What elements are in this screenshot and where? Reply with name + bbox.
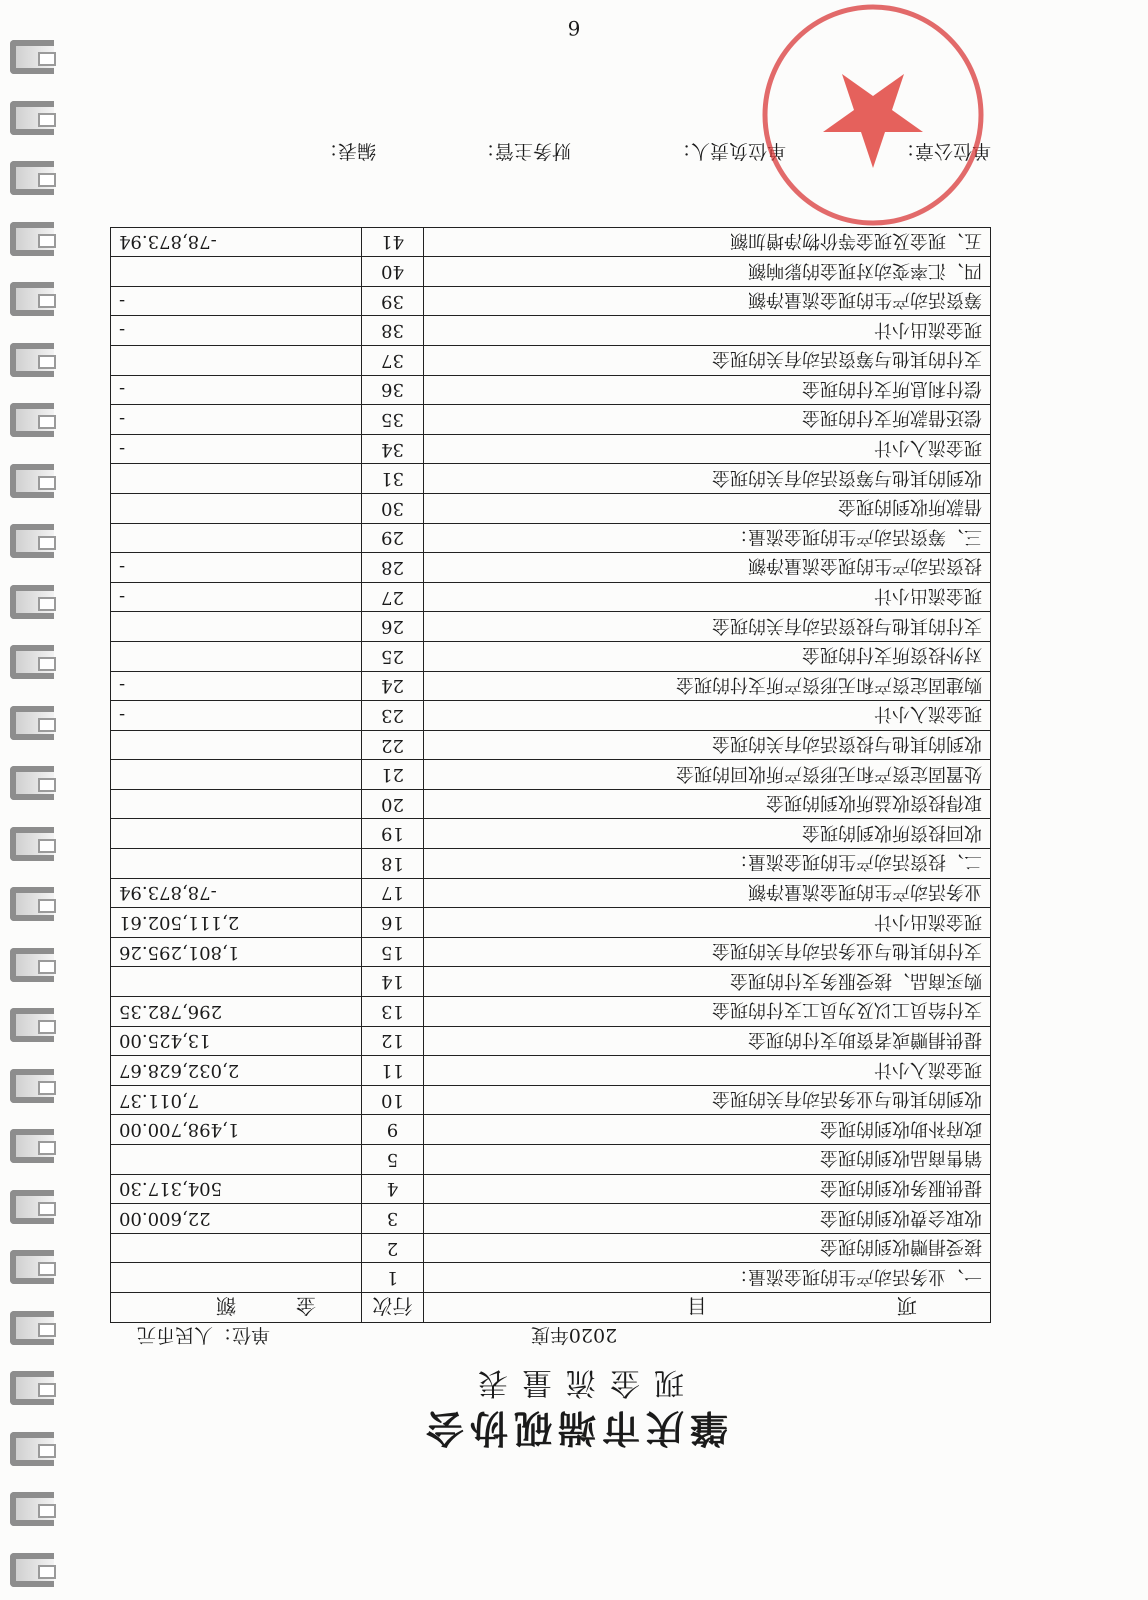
row-amount-cell	[111, 523, 362, 553]
row-line-number-cell: 10	[362, 1085, 424, 1115]
row-amount-cell	[111, 789, 362, 819]
row-line-number-cell: 23	[362, 701, 424, 731]
organization-title: 肇庆市端砚协会	[420, 1406, 729, 1451]
table-row	[111, 464, 991, 494]
row-line-number-cell: 14	[362, 967, 424, 997]
row-item-cell: 五、现金及现金等价物净增加额	[424, 227, 991, 257]
row-item-cell: 提供服务收到的现金	[424, 1174, 991, 1204]
table-row	[111, 908, 991, 938]
table-row	[111, 1085, 991, 1115]
row-amount-cell: -	[111, 286, 362, 316]
preparer-label: 编表：	[318, 140, 376, 162]
row-amount-cell: 2,111,502.61	[111, 908, 362, 938]
row-item-cell: 购买商品、接受服务支付的现金	[424, 967, 991, 997]
row-item-cell: 接受捐赠收到的现金	[424, 1233, 991, 1263]
table-row	[111, 760, 991, 790]
row-item-cell: 支付的其他与业务活动有关的现金	[424, 937, 991, 967]
table-row	[111, 227, 991, 257]
row-item-cell: 收取会费收到的现金	[424, 1204, 991, 1234]
table-row	[111, 967, 991, 997]
row-item-cell: 现金流出小计	[424, 908, 991, 938]
row-line-number-cell: 12	[362, 1026, 424, 1056]
table-row	[111, 789, 991, 819]
row-amount-cell: -78,873.94	[111, 878, 362, 908]
row-item-cell: 筹资活动产生的现金流量净额	[424, 286, 991, 316]
row-item-cell: 处置固定资产和无形资产所收回的现金	[424, 760, 991, 790]
table-row	[111, 1026, 991, 1056]
row-amount-cell: -	[111, 671, 362, 701]
row-amount-cell	[111, 612, 362, 642]
table-row	[111, 937, 991, 967]
row-line-number-cell: 11	[362, 1056, 424, 1086]
row-line-number-cell: 4	[362, 1174, 424, 1204]
row-line-number-cell: 34	[362, 434, 424, 464]
row-amount-cell: 2,032,628.67	[111, 1056, 362, 1086]
table-row	[111, 730, 991, 760]
table-row	[111, 286, 991, 316]
column-header-amount: 金额	[111, 1293, 362, 1323]
page-number: 6	[567, 16, 581, 40]
row-item-cell: 提供捐赠或者资助支付的现金	[424, 1026, 991, 1056]
row-line-number-cell: 19	[362, 819, 424, 849]
table-row	[111, 405, 991, 435]
table-row	[111, 701, 991, 731]
unit-head-label: 单位负责人：	[671, 140, 786, 162]
row-amount-cell: 7,011.37	[111, 1085, 362, 1115]
table-row	[111, 316, 991, 346]
row-amount-cell: 1,801,295.26	[111, 937, 362, 967]
row-line-number-cell: 29	[362, 523, 424, 553]
table-row	[111, 582, 991, 612]
row-line-number-cell: 31	[362, 464, 424, 494]
row-line-number-cell: 35	[362, 405, 424, 435]
table-row	[111, 553, 991, 583]
column-header-item: 项目	[424, 1293, 991, 1323]
row-line-number-cell: 25	[362, 641, 424, 671]
row-item-cell: 二、投资活动产生的现金流量：	[424, 849, 991, 879]
row-amount-cell: 504,317.30	[111, 1174, 362, 1204]
row-line-number-cell: 5	[362, 1145, 424, 1175]
row-line-number-cell: 41	[362, 227, 424, 257]
row-item-cell: 偿付利息所支付的现金	[424, 375, 991, 405]
row-item-cell: 业务活动产生的现金流量净额	[424, 878, 991, 908]
row-item-cell: 收回投资所收到的现金	[424, 819, 991, 849]
row-item-cell: 销售商品收到的现金	[424, 1145, 991, 1175]
table-row	[111, 641, 991, 671]
row-amount-cell: -	[111, 701, 362, 731]
table-row	[111, 375, 991, 405]
row-item-cell: 现金流出小计	[424, 582, 991, 612]
row-item-cell: 收到的其他与筹资活动有关的现金	[424, 464, 991, 494]
row-line-number-cell: 37	[362, 346, 424, 376]
row-item-cell: 现金流入小计	[424, 1056, 991, 1086]
table-row	[111, 1263, 991, 1293]
cash-flow-table	[110, 227, 991, 1323]
row-item-cell: 收到的其他与投资活动有关的现金	[424, 730, 991, 760]
row-amount-cell	[111, 1263, 362, 1293]
row-amount-cell: -	[111, 375, 362, 405]
row-line-number-cell: 26	[362, 612, 424, 642]
unit-seal-label: 单位公章：	[895, 140, 991, 162]
row-amount-cell	[111, 1233, 362, 1263]
row-line-number-cell: 18	[362, 849, 424, 879]
row-amount-cell	[111, 641, 362, 671]
row-amount-cell: -	[111, 405, 362, 435]
table-row	[111, 878, 991, 908]
row-item-cell: 现金流入小计	[424, 701, 991, 731]
finance-head-label: 财务主管：	[475, 140, 571, 162]
row-line-number-cell: 21	[362, 760, 424, 790]
row-line-number-cell: 24	[362, 671, 424, 701]
table-row	[111, 1174, 991, 1204]
row-line-number-cell: 36	[362, 375, 424, 405]
row-amount-cell: -	[111, 582, 362, 612]
table-header-row	[111, 1293, 991, 1323]
row-line-number-cell: 30	[362, 493, 424, 523]
row-amount-cell	[111, 819, 362, 849]
row-item-cell: 购建固定资产和无形资产所支付的现金	[424, 671, 991, 701]
row-line-number-cell: 1	[362, 1263, 424, 1293]
row-amount-cell	[111, 464, 362, 494]
table-row	[111, 1115, 991, 1145]
table-row	[111, 434, 991, 464]
row-amount-cell: -78,873.94	[111, 227, 362, 257]
table-row	[111, 612, 991, 642]
row-line-number-cell: 22	[362, 730, 424, 760]
row-line-number-cell: 9	[362, 1115, 424, 1145]
row-amount-cell	[111, 257, 362, 287]
row-item-cell: 政府补助收到的现金	[424, 1115, 991, 1145]
row-item-cell: 支付的其他与投资活动有关的现金	[424, 612, 991, 642]
row-amount-cell	[111, 1145, 362, 1175]
column-header-line: 行次	[362, 1293, 424, 1323]
report-year: 2020年度	[530, 1324, 618, 1346]
row-amount-cell	[111, 730, 362, 760]
row-amount-cell: -	[111, 553, 362, 583]
row-line-number-cell: 39	[362, 286, 424, 316]
row-amount-cell: 296,782.35	[111, 997, 362, 1027]
row-amount-cell: 1,498,700.00	[111, 1115, 362, 1145]
row-amount-cell	[111, 346, 362, 376]
row-line-number-cell: 3	[362, 1204, 424, 1234]
row-amount-cell	[111, 849, 362, 879]
row-item-cell: 四、汇率变动对现金的影响额	[424, 257, 991, 287]
row-line-number-cell: 2	[362, 1233, 424, 1263]
row-amount-cell: -	[111, 434, 362, 464]
table-row	[111, 849, 991, 879]
row-item-cell: 现金流入小计	[424, 434, 991, 464]
table-row	[111, 1204, 991, 1234]
row-line-number-cell: 13	[362, 997, 424, 1027]
row-line-number-cell: 27	[362, 582, 424, 612]
row-amount-cell: 13,425.00	[111, 1026, 362, 1056]
row-item-cell: 借款所收到的现金	[424, 493, 991, 523]
row-amount-cell	[111, 760, 362, 790]
table-row	[111, 257, 991, 287]
row-line-number-cell: 15	[362, 937, 424, 967]
row-amount-cell: 22,600.00	[111, 1204, 362, 1234]
table-row	[111, 1145, 991, 1175]
row-item-cell: 偿还借款所支付的现金	[424, 405, 991, 435]
currency-unit: 单位：人民币元	[137, 1324, 271, 1346]
row-amount-cell	[111, 967, 362, 997]
table-row	[111, 819, 991, 849]
row-item-cell: 支付给员工以及为员工支付的现金	[424, 997, 991, 1027]
row-line-number-cell: 17	[362, 878, 424, 908]
row-amount-cell	[111, 493, 362, 523]
table-row	[111, 493, 991, 523]
row-line-number-cell: 20	[362, 789, 424, 819]
row-item-cell: 支付的其他与筹资活动有关的现金	[424, 346, 991, 376]
table-row	[111, 997, 991, 1027]
row-line-number-cell: 40	[362, 257, 424, 287]
row-amount-cell: -	[111, 316, 362, 346]
row-item-cell: 现金流出小计	[424, 316, 991, 346]
table-row	[111, 1233, 991, 1263]
statement-title: 现金流量表	[464, 1365, 684, 1400]
row-item-cell: 三、筹资活动产生的现金流量：	[424, 523, 991, 553]
table-row	[111, 671, 991, 701]
row-item-cell: 取得投资收益所收到的现金	[424, 789, 991, 819]
table-row	[111, 523, 991, 553]
row-line-number-cell: 28	[362, 553, 424, 583]
table-row	[111, 1056, 991, 1086]
row-item-cell: 收到的其他与业务活动有关的现金	[424, 1085, 991, 1115]
row-line-number-cell: 16	[362, 908, 424, 938]
row-item-cell: 对外投资所支付的现金	[424, 641, 991, 671]
row-item-cell: 投资活动产生的现金流量净额	[424, 553, 991, 583]
row-line-number-cell: 38	[362, 316, 424, 346]
table-row	[111, 346, 991, 376]
row-item-cell: 一、业务活动产生的现金流量：	[424, 1263, 991, 1293]
